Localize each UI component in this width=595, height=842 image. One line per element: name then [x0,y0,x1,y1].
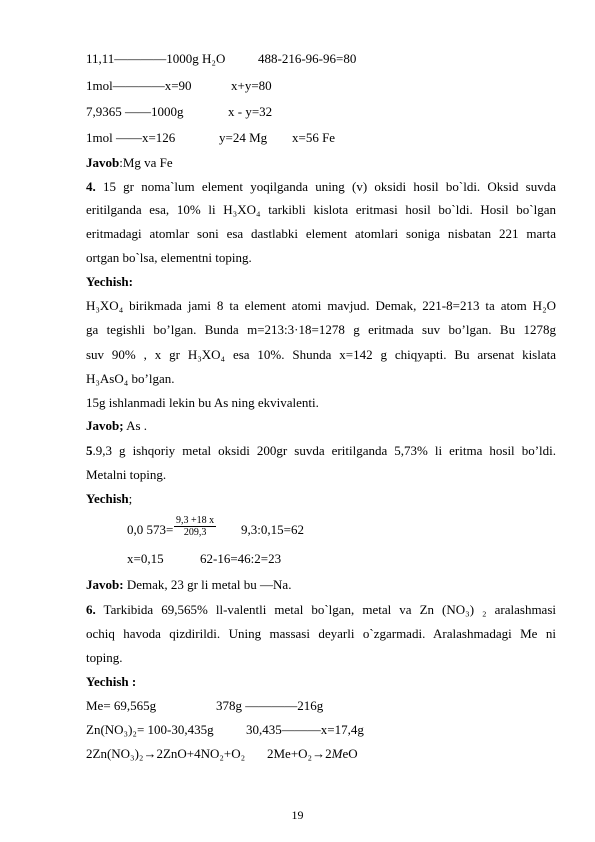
problem-4-line-2: eritilganda esa, 10% li H₃XO₄ tarkibli kislota eritmasi hosil bo`ldi. Hosil bo`lgan [86,202,556,217]
equation-1-right: 9,3:0,15=62 [241,522,304,537]
problem-6-line-2: ochiq havoda qizdirildi. Uning massasi deyarli o`zgarmadi. Aralashmadagi Me ni [86,626,556,641]
answer-text: :Mg va Fe [119,155,173,170]
solution-1-line-5: 15g ishlanmadi lekin bu As ning ekvivalenti. [86,395,319,410]
solution-3-line-2a: Zn(NO₃)₂= 100-30,435g [86,722,214,737]
equation-fraction [174,515,216,538]
problem-4-line-3: eritmadagi atomlar soni esa dastlabki element atomlari soniga nisbatan 221 marta [86,226,556,241]
solution-3-line-2b: 30,435———x=17,4g [246,722,364,737]
equation-2-left: x=0,15 [127,551,164,566]
solution-3-line-3a: 2Zn(NO₃)₂→2ZnO+4NO₂+O₂ [86,746,246,761]
answer-2 [86,417,147,435]
calc-line-3b: x - y=32 [228,104,273,119]
problem-number: 6. [86,602,96,617]
problem-5-line-2: Metalni toping. [86,467,167,482]
solution-heading-1: Yechish: [86,274,133,289]
equation-1-left: 0,0 573= [127,522,174,537]
problem-number: 5 [86,443,93,458]
calc-line-1a: 11,11————1000g H₂O [86,51,226,66]
calc-line-1b: 488-216-96-96=80 [258,51,357,66]
solution-3-line-3b: 2Me+O₂→2MeO [267,746,358,761]
calc-line-2b: x+y=80 [231,78,272,93]
problem-6-line-1: 6. Tarkibida 69,565% ll-valentli metal bo`lgan, metal va Zn (NO₃) ₂ aralashmasi [86,602,556,617]
problem-4-line-1: 4. 15 gr noma`lum element yoqilganda uning (v) oksidi hosil bo`ldi. Oksid suvda [86,179,556,194]
solution-3-line-1b: 378g ————216g [216,698,324,713]
answer-text: As . [123,418,148,433]
calc-line-2a: 1mol————x=90 [86,78,192,93]
problem-6-line-3: toping. [86,650,123,665]
problem-5-line-1: 5.9,3 g ishqoriy metal oksidi 200gr suvda eritilganda 5,73% li eritma hosil bo’ldi. [86,443,556,458]
solution-heading-2: Yechish; [86,491,133,506]
equation-2-right: 62-16=46:2=23 [200,551,282,566]
fraction-denominator: 209,3 [183,527,207,538]
answer-label: Javob: [86,577,124,592]
solution-1-line-1: H₃XO₄ birikmada jami 8 ta element atomi mavjud. Demak, 221-8=213 ta atom H₂O [86,298,556,313]
problem-number: 4. [86,179,96,194]
answer-label: Javob [86,155,120,170]
answer-1 [86,154,173,172]
calc-line-3a: 7,9365 ——1000g [86,104,184,119]
solution-3-line-1a: Me= 69,565g [86,698,157,713]
answer-label: Javob; [86,418,124,433]
problem-4-line-4: ortgan bo`lsa, elementni toping. [86,250,252,265]
answer-text: Demak, 23 gr li metal bu —Na. [123,577,292,592]
solution-1-line-3: suv 90% , x gr H₃XO₄ esa 10%. Shunda x=142 g chiqyapti. Bu arsenat kislata [86,347,556,362]
calc-line-4a: 1mol ——x=126 [86,130,176,145]
answer-3 [86,576,291,594]
fraction-numerator: 9,3 +18 x [176,515,215,526]
solution-1-line-4: H₃AsO₄ bo’lgan. [86,371,175,386]
calc-line-4c: x=56 Fe [292,130,336,145]
solution-1-line-2: ga tegishli bo’lgan. Bunda m=213:3·18=1278 g eritmada suv bo’lgan. Bu 1278g [86,322,556,337]
solution-heading-3: Yechish : [86,674,137,689]
page-number: 19 [291,808,304,822]
calc-line-4b: y=24 Mg [219,130,268,145]
